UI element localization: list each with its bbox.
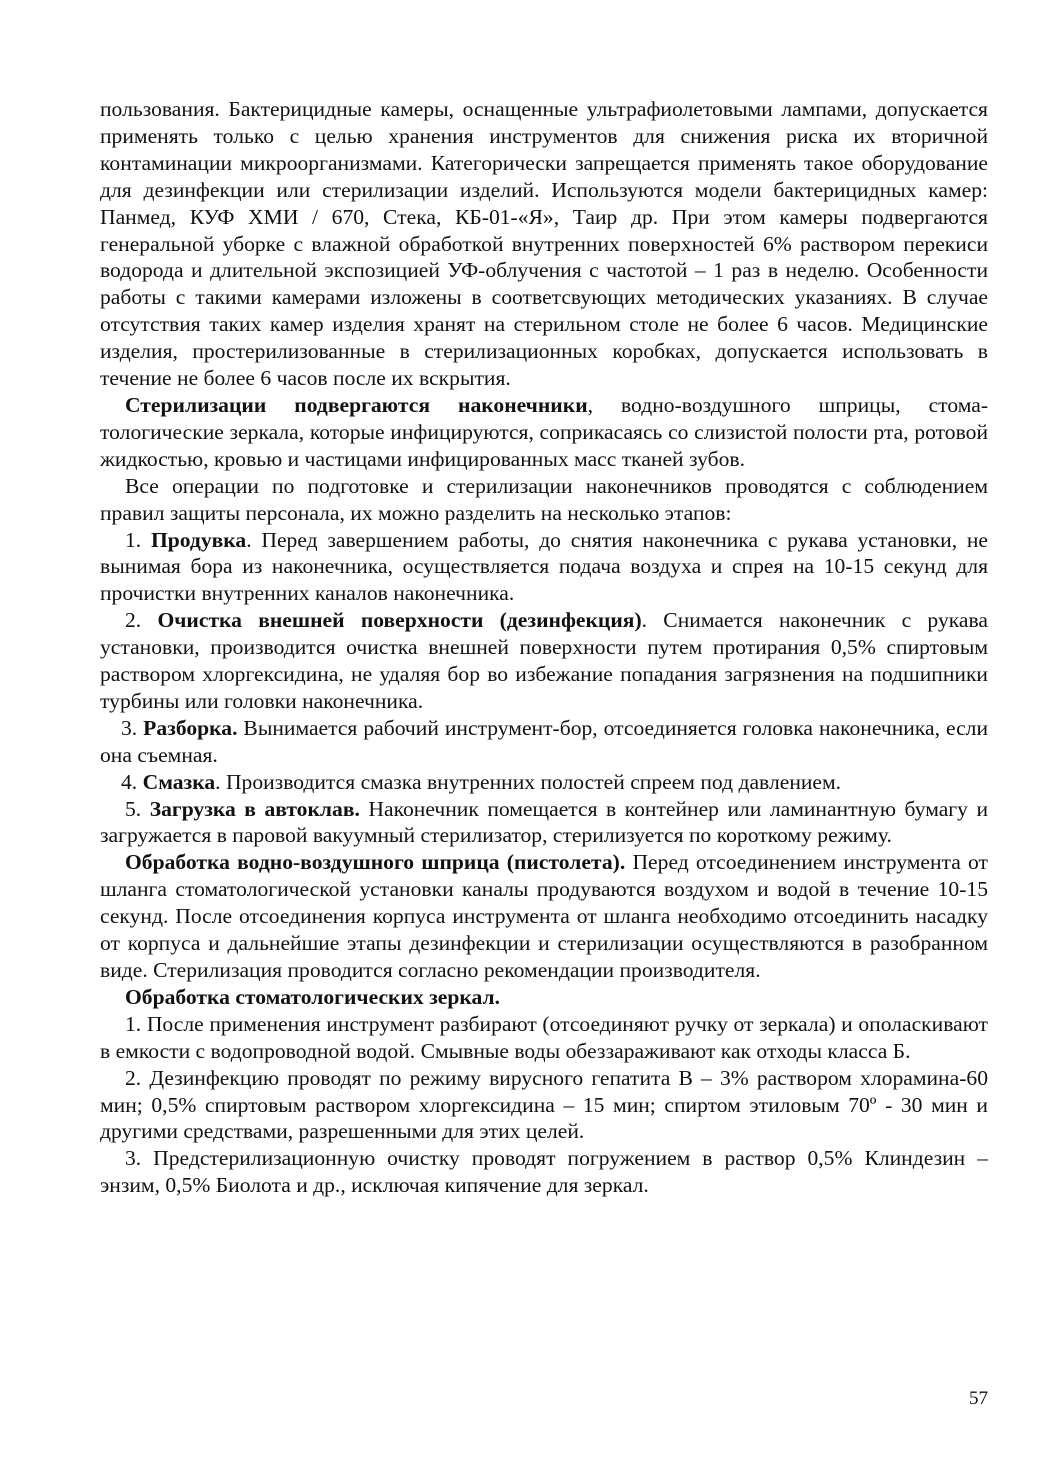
- paragraph-operations-intro: Все операции по подготовке и стерилизации наконечников проводятся с соблюдением правил защиты персонала, их можно разделить на несколько этапов:: [100, 473, 988, 525]
- step-2-cleaning: 2. Очистка внешней поверхности (дезинфекция). Снимается наконечник с рукава установки, производится очистка внешней поверхности путем протирания 0,5% спиртовым раствором хлоргексидина, не удаляя бор во избежание попадания загрязнения на подшипники турбины или головки наконечника.: [100, 608, 988, 713]
- document-page: [100, 96, 988, 1199]
- paragraph-sterilization-subjects: Стерилизации подвергаются наконечники, водно-воздушного шприцы, стоматологические зеркала, которые инфицируются, соприкасаясь со слизистой полости рта, ротовой жидкостью, кровью и частицами инфицированных масс тканей зубов.: [100, 392, 989, 471]
- page-number: 57: [969, 1388, 988, 1409]
- paragraph-bactericidal-chambers: пользования. Бактерицидные камеры, оснащенные ультрафиолетовыми лампами, допускается применять только с целью хранения инструментов для снижения риска их вторичной контаминации микроорганизмами. Категорически запрещается применять такое оборудование для дезинфекции или стерилизации изделий. Используются модели бактерицидных камер: Панмед, КУФ ХМИ / 670, Стека, КБ-01-«Я», Таир др. При этом камеры подвергаются генеральной уборке с влажной обработкой внутренних поверхностей 6% раствором перекиси водорода и длительной экспозицией УФ-облучения с частотой – 1 раз в неделю. Особенности работы с такими камерами изложены в соответсвующих методических указаниях. В случае отсутствия таких камер изделия хранят на стерильном столе не более 6 часов. Медицинские изделия, простерилизованные в стерилизационных коробках, допускается использовать в течение не более 6 часов после их вскрытия.: [100, 97, 988, 391]
- paragraph-syringe-processing: Обработка водно-воздушного шприца (пистолета). Перед отсоединением инструмента от шланга стоматологической установки каналы продуваются воздухом и водой в течение 10-15 секунд. После отсоединения корпуса инструмента от шланга необходимо отсоединить насадку от корпуса и дальнейшие этапы дезинфекции и стерилизации осуществляются в разобранном виде. Стерилизация проводится согласно рекомендации производителя.: [100, 850, 988, 982]
- heading-mirror-processing: Обработка стоматологических зеркал.: [125, 984, 501, 1009]
- step-1-blowing: 1. Продувка. Перед завершением работы, до снятия наконечника с рукава установки, не вынимая бора из наконечника, осуществляется подача воздуха и спрея на 10-15 секунд для прочистки внутренних каналов наконечника.: [100, 527, 988, 606]
- step-3-disassembly: 3. Разборка. Вынимается рабочий инструмент-бор, отсоединяется головка наконечника, если она съемная.: [100, 715, 989, 767]
- step-4-lubrication: 4. Смазка. Производится смазка внутренних полостей спреем под давлением.: [121, 769, 842, 794]
- step-5-autoclave: 5. Загрузка в автоклав. Наконечник помещается в контейнер или ламинантную бумагу и загружается в паровой вакуумный стерилизатор, стерилизуется по короткому режиму.: [100, 796, 989, 848]
- bold-phrase: Стерилизации подвергаются наконечники: [125, 392, 588, 417]
- mirror-step-3: 3. Предстерилизационную очистку проводят погружением в раствор 0,5% Клиндезин – энзим, 0,5% Биолота и др., исключая кипячение для зеркал.: [100, 1146, 988, 1198]
- mirror-step-1: 1. После применения инструмент разбирают (отсоединяют ручку от зеркала) и ополаскивают в емкости с водопроводной водой. Смывные воды обеззараживают как отходы класса Б.: [100, 1011, 988, 1063]
- mirror-step-2: 2. Дезинфекцию проводят по режиму вирусного гепатита В – 3% раствором хлорамина-60 мин; 0,5% спиртовым раствором хлоргексидина – 15 мин; спиртом этиловым 70º - 30 мин и другими средствами, разрешенными для этих целей.: [100, 1065, 988, 1144]
